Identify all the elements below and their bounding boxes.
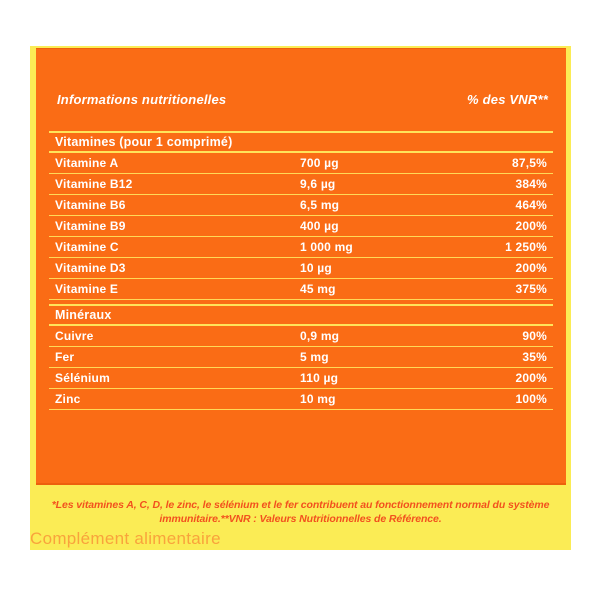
label-yellow-frame	[30, 46, 571, 550]
nutrient-amount: 5 mg	[300, 350, 329, 364]
nutrient-name: Zinc	[55, 392, 81, 406]
nutrient-amount: 9,6 µg	[300, 177, 336, 191]
table-row	[49, 153, 553, 174]
table-row	[49, 237, 553, 258]
table-row	[49, 389, 553, 410]
nutrient-vnr-percent: 90%	[522, 329, 547, 343]
nutrient-amount: 10 mg	[300, 392, 336, 406]
nutrient-name: Vitamine B6	[55, 198, 126, 212]
nutrient-amount: 10 µg	[300, 261, 332, 275]
nutrient-vnr-percent: 35%	[522, 350, 547, 364]
nutrition-panel	[36, 48, 566, 485]
panel-header	[36, 93, 566, 107]
table-row	[49, 195, 553, 216]
table-row	[49, 347, 553, 368]
nutrient-amount: 400 µg	[300, 219, 339, 233]
nutrient-vnr-percent: 87,5%	[511, 156, 547, 170]
nutrient-vnr-percent: 200%	[515, 261, 547, 275]
nutrient-vnr-percent: 375%	[515, 282, 547, 296]
table-row	[49, 368, 553, 389]
nutrition-info-title: Informations nutritionelles	[57, 92, 227, 107]
section-title-minerals: Minéraux	[49, 304, 553, 326]
nutrient-name: Vitamine D3	[55, 261, 126, 275]
nutrient-name: Vitamine C	[55, 240, 119, 254]
table-row	[49, 326, 553, 347]
table-row	[49, 279, 553, 300]
nutrient-name: Sélénium	[55, 371, 110, 385]
nutrient-vnr-percent: 100%	[515, 392, 547, 406]
nutrient-vnr-percent: 384%	[515, 177, 547, 191]
nutrient-vnr-percent: 464%	[515, 198, 547, 212]
nutrient-amount: 700 µg	[300, 156, 339, 170]
table-row	[49, 258, 553, 279]
immunity-vnr-footnote	[30, 498, 571, 527]
nutrient-name: Vitamine B12	[55, 177, 133, 191]
nutrient-vnr-percent: 200%	[515, 219, 547, 233]
nutrient-amount: 45 mg	[300, 282, 336, 296]
nutrient-name: Vitamine A	[55, 156, 119, 170]
nutrient-name: Fer	[55, 350, 75, 364]
nutrient-vnr-percent: 1 250%	[505, 240, 547, 254]
nutrient-name: Cuivre	[55, 329, 94, 343]
nutrient-name: Vitamine B9	[55, 219, 126, 233]
footnote-text: *Les vitamines A, C, D, le zinc, le sélénium et le fer contribuent au fonctionnement normal du système immunitaire.**VNR : Valeurs Nutritionnelles de Référence.	[51, 499, 550, 525]
section-title-vitamins: Vitamines (pour 1 comprimé)	[49, 131, 553, 153]
vnr-percent-column-title: % des VNR**	[467, 92, 548, 107]
food-supplement-label: Complément alimentaire	[30, 529, 221, 548]
table-row	[49, 174, 553, 195]
nutrition-table	[49, 131, 553, 410]
nutrient-amount: 110 µg	[300, 371, 339, 385]
nutrient-vnr-percent: 200%	[515, 371, 547, 385]
nutrient-amount: 0,9 mg	[300, 329, 340, 343]
nutrient-amount: 6,5 mg	[300, 198, 340, 212]
nutrient-name: Vitamine E	[55, 282, 119, 296]
table-row	[49, 216, 553, 237]
nutrient-amount: 1 000 mg	[300, 240, 353, 254]
